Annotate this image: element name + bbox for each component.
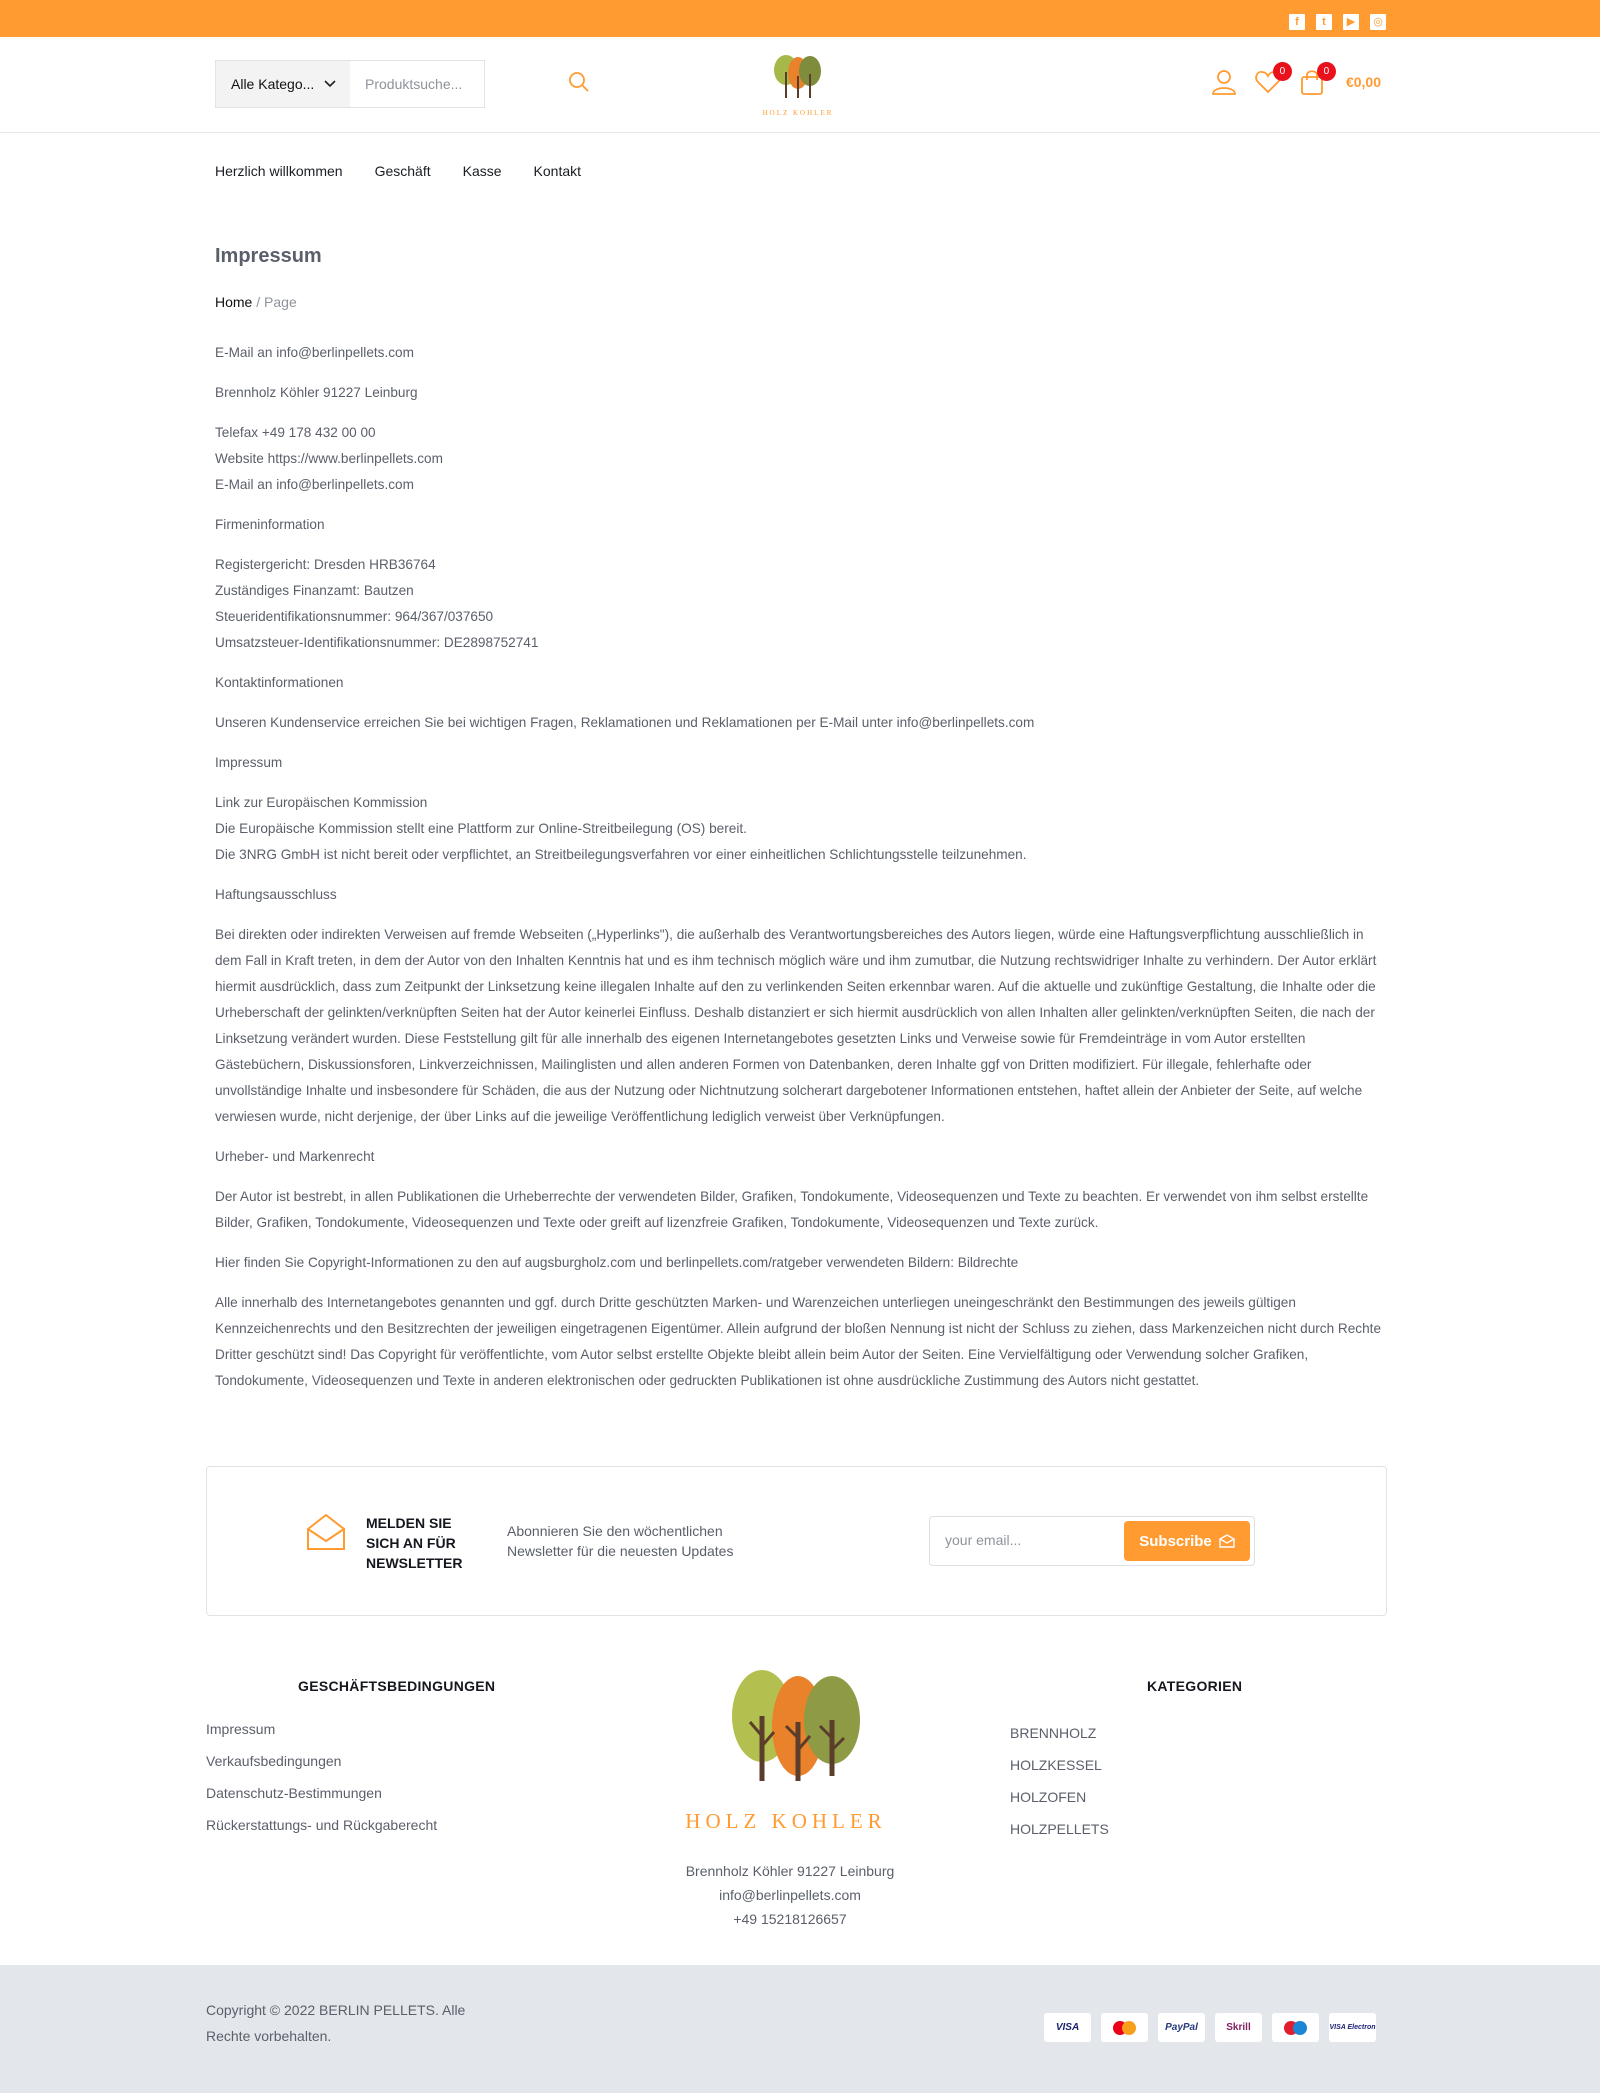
content-paragraph: Bei direkten oder indirekten Verweisen auf fremde Webseiten („Hyperlinks"), die außerhalb des Verantwortungsbereiches des Autors liegen, würde eine Haftungsverpflichtung ausschließlich in dem Fall in Kraft treten, in dem der Autor von den Inhalten Kenntnis hat und es ihm technisch möglich wäre und ihm zumutbar, die Nutzung rechtswidriger Inhalte zu verhindern. Der Autor erklärt hiermit ausdrücklich, dass zum Zeitpunkt der Linksetzung keine illegalen Inhalte auf den zu verlinkenden Seiten erkennbar waren. Auf die aktuelle und zukünftige Gestaltung, die Inhalte oder die Urheberschaft der gelinkten/verknüpften Seiten hat der Autor keinerlei Einfluss. Deshalb distanziert er sich hiermit ausdrücklich von allen Inhalten aller gelinkten/verknüpften Seiten, die nach der Linksetzung verändert wurden. Diese Feststellung gilt für alle innerhalb des eigenen Internetangebotes gesetzten Links und Verweise sowie für Fremdeinträge in vom Autor erstellten Gästebüchern, Diskussionsforen, Linkverzeichnissen, Mailinglisten und allen anderen Formen von Datenbanken, deren Inhalte ggf von Dritten modifiziert. Für illegale, fehlerhafte oder unvollständige Inhalte und insbesondere für Schäden, die aus der Nutzung oder Nichtnutzung solcherart dargebotener Informationen entstehen, haftet allein der Anbieter der Seite, auf welche verwiesen wurde, nicht derjenige, der über Links auf die jeweilige Veröffentlichung lediglich verweist über Verknüpfungen. [215,927,1377,1124]
footer-link-privacy[interactable]: Datenschutz-Bestimmungen [206,1785,382,1801]
footer-brand: HOLZ KOHLER [685,1809,887,1833]
newsletter-title: MELDEN SIE SICH AN FÜR NEWSLETTER [366,1515,463,1571]
top-bar [0,0,1600,37]
category-link-holzofen[interactable]: HOLZOFEN [1010,1789,1087,1805]
category-links [1010,1725,1109,1853]
content-line: Umsatzsteuer-Identifikationsnummer: DE2898752741 [215,635,539,650]
category-select[interactable] [216,61,350,107]
content-paragraph: Hier finden Sie Copyright-Informationen zu den auf augsburgholz.com und berlinpellets.com/ratgeber verwendeten Bildern: Bildrechte [215,1255,1019,1270]
newsletter-description: Abonnieren Sie den wöchentlichen Newsletter für die neuesten Updates [507,1523,734,1559]
visa-icon: VISA [1044,2013,1091,2042]
product-search [215,60,485,108]
site-logo[interactable] [761,52,835,118]
categories-title: KATEGORIEN [1147,1678,1243,1694]
header-actions [1210,68,1381,96]
content-heading: Impressum [215,755,283,770]
footer-tree-logo-icon [710,1646,892,1831]
content-line: Die Europäische Kommission stellt eine Plattform zur Online-Streitbeilegung (OS) bereit. [215,821,747,836]
category-select-value: Alle Katego... [231,76,315,92]
search-icon[interactable] [567,70,591,94]
chevron-down-icon [324,80,336,88]
tree-logo-icon [761,52,835,102]
category-link-holzkessel[interactable]: HOLZKESSEL [1010,1757,1102,1773]
newsletter-email-input[interactable]: your email... [945,1532,1022,1548]
content-paragraph: Der Autor ist bestrebt, in allen Publikationen die Urheberrechte der verwendeten Bilder, Grafiken, Tondokumente, Videosequenzen und Texte zu beachten. Er verwendet von ihm selbst erstellte Bilder, Grafiken, Tondokumente, Videosequenzen und Texte oder greift auf lizenzfreie Grafiken, Tondokumente, Videosequenzen und Texte zurück. [215,1189,1369,1230]
content-line: Telefax +49 178 432 00 00 [215,425,376,440]
newsletter-box [206,1466,1387,1616]
footer-contact [640,1859,940,1931]
content-line: E-Mail an info@berlinpellets.com [215,477,414,492]
content-paragraph: Brennholz Köhler 91227 Leinburg [215,385,418,400]
content-heading: Urheber- und Markenrecht [215,1149,375,1164]
page-title: Impressum [215,245,322,267]
mastercard-icon [1101,2013,1148,2042]
breadcrumb-separator: / [252,294,265,310]
maestro-icon [1272,2013,1319,2042]
nav-item-checkout[interactable]: Kasse [462,163,502,179]
mastercard-circle-orange [1122,2021,1136,2035]
footer-link-impressum[interactable]: Impressum [206,1721,276,1737]
content-line: Registergericht: Dresden HRB36764 [215,557,436,572]
footer-phone[interactable]: +49 15218126657 [733,1911,847,1927]
visa-electron-icon: VISA Electron [1329,2013,1376,2042]
cart-total[interactable]: €0,00 [1345,74,1381,90]
content-line: Link zur Europäischen Kommission [215,795,428,810]
bottom-bar [0,1965,1600,2093]
account-icon[interactable] [1210,68,1238,96]
content-paragraph: E-Mail an info@berlinpellets.com [215,345,414,360]
footer-address: Brennholz Köhler 91227 Leinburg [685,1863,895,1879]
breadcrumb [215,294,297,310]
content-line: Zuständiges Finanzamt: Bautzen [215,583,414,598]
twitter-icon[interactable]: t [1316,14,1332,30]
category-link-brennholz[interactable]: BRENNHOLZ [1010,1725,1097,1741]
instagram-icon[interactable]: ◎ [1370,14,1386,30]
nav-item-contact[interactable]: Kontakt [533,163,582,179]
copyright: Copyright © 2022 BERLIN PELLETS. Alle Rechte vorbehalten. [206,2002,466,2044]
page-content [215,340,1387,1408]
footer-link-sales-terms[interactable]: Verkaufsbedingungen [206,1753,342,1769]
terms-links [206,1721,437,1849]
footer-email[interactable]: info@berlinpellets.com [719,1887,861,1903]
nav-item-shop[interactable]: Geschäft [374,163,431,179]
content-paragraph [215,552,1387,656]
search-placeholder: Produktsuche... [365,76,463,92]
content-heading: Kontaktinformationen [215,675,344,690]
social-links [1289,14,1386,30]
paypal-icon: PayPal [1158,2013,1205,2042]
payment-methods [1044,2013,1376,2042]
maestro-circle-blue [1293,2021,1307,2035]
search-input[interactable] [350,61,484,107]
content-paragraph: Unseren Kundenservice erreichen Sie bei wichtigen Fragen, Reklamationen und Reklamationen per E-Mail unter info@berlinpellets.com [215,715,1035,730]
facebook-icon[interactable]: f [1289,14,1305,30]
wishlist-count-badge: 0 [1273,62,1292,81]
content-paragraph [215,420,1387,498]
content-line: Steueridentifikationsnummer: 964/367/037650 [215,609,494,624]
envelope-open-icon [305,1511,347,1553]
breadcrumb-home[interactable]: Home [215,294,253,310]
content-heading: Firmeninformation [215,517,325,532]
envelope-icon [1219,1534,1235,1548]
category-link-holzpellets[interactable]: HOLZPELLETS [1010,1821,1109,1837]
subscribe-label: Subscribe [1139,1532,1212,1550]
nav-item-home[interactable]: Herzlich willkommen [215,163,343,179]
content-paragraph: Alle innerhalb des Internetangebotes genannten und ggf. durch Dritte geschützten Marken- und Warenzeichen unterliegen uneingeschränkt den Bestimmungen des jeweils gültigen Kennzeichenrechts und den Besitzrechten der jeweiligen eingetragenen Eigentümer. Allein aufgrund der bloßen Nennung ist nicht der Schluss zu ziehen, dass Markenzeichen nicht durch Rechte Dritter geschützt sind! Das Copyright für veröffentlichte, vom Autor selbst erstellte Objekte bleibt allein beim Autor der Seiten. Eine Vervielfältigung oder Verwendung solcher Grafiken, Tondokumente, Videosequenzen und Texte in anderen elektronischen oder gedruckten Publikationen ist ohne ausdrückliche Zustimmung des Autors nicht gestattet. [215,1295,1382,1388]
footer-link-refund[interactable]: Rückerstattungs- und Rückgaberecht [206,1817,438,1833]
main-nav [215,163,581,179]
cart-count-badge: 0 [1317,62,1336,81]
subscribe-button[interactable] [1124,1521,1250,1561]
content-heading: Haftungsausschluss [215,887,337,902]
content-line: Website https://www.berlinpellets.com [215,451,443,466]
logo-small-text: HOLZ KOHLER [762,109,834,117]
cart-button[interactable] [1298,66,1330,96]
content-paragraph [215,790,1387,868]
content-line: Die 3NRG GmbH ist nicht bereit oder verpflichtet, an Streitbeilegungsverfahren vor einer einheitlichen Schlichtungsstelle teilzunehmen. [215,847,1027,862]
terms-title: GESCHÄFTSBEDINGUNGEN [298,1678,496,1694]
youtube-icon[interactable]: ▶ [1343,14,1359,30]
breadcrumb-current: Page [264,294,297,310]
wishlist-button[interactable] [1254,66,1286,96]
skrill-icon: Skrill [1215,2013,1262,2042]
newsletter-form [929,1516,1255,1566]
